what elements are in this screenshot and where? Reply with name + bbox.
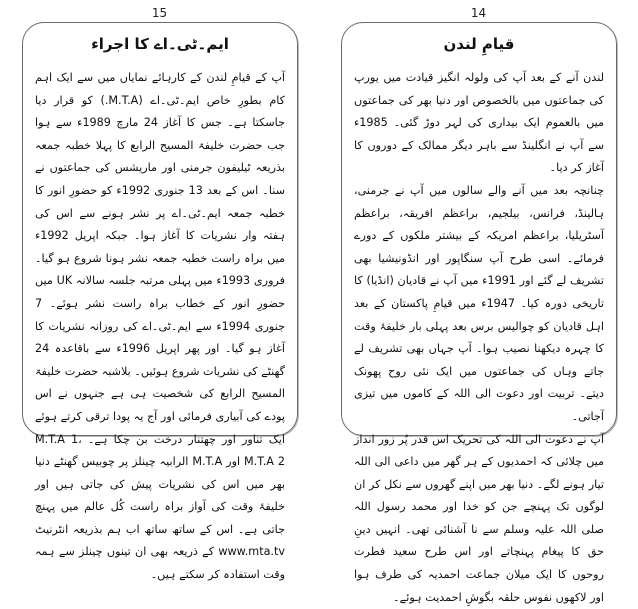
section-body	[35, 67, 285, 587]
page-frame	[22, 22, 298, 436]
section-title: قیامِ لندن	[342, 35, 616, 53]
paragraph: آپ کے قیامِ لندن کے کارہائے نمایاں میں سے ایک اہم کام بطورِ خاص ایم۔ٹی۔اے (M.T.A.) کو قرار دیا جاسکتا ہے۔ جس کا آغاز 24 مارچ 1989ء سے ہوا جب حضرت خلیفۃ المسیح الرابع کا پہلا خطبہ جمعہ بذریعہ ٹیلیفون جرمنی اور ماریشس کی جماعتوں نے سنا۔ اس کے بعد 13 جنوری 1992ء کو حضورِ انور کا خطبہ جمعہ ایم۔ٹی۔اے پر نشر ہونے سے اس کی ہفتہ وار نشریات کا آغاز ہوا۔ جبکہ اپریل 1992ء میں براہ راست خطبہ جمعہ نشر ہونا شروع ہو گیا۔ فروری 1993ء میں پہلی مرتبہ جلسہ سالانہ UK میں حضورِ انور کے خطاب براہ راست نشر ہوئے۔ 7 جنوری 1994ء سے ایم۔ٹی۔اے کی روزانہ نشریات کا آغاز ہو گیا۔ اور پھر اپریل 1996ء سے باقاعدہ 24 گھنٹے کی نشریات شروع ہوئیں۔ بلاشبہ حضرت خلیفۃ المسیح الرابع کی شخصیت ہی ہے جنہوں نے اس پودے کی آبیاری فرمائی اور آج یہ پودا ترقی کرتے ہوئے ایک تناور اور چھتنار درخت بن چکا ہے۔ M.T.A 1، M.T.A 2 اور M.T.A الرابیہ چینلز پر چوبیس گھنٹے دنیا بھر میں اس کی نشریات پیش کی جاتی ہیں اور خلیفۂ وقت کی آواز براہ راست کُل عالم میں پہنچ جاتی ہے۔ اس کے ساتھ ساتھ اب ہم بذریعہ انٹرنیٹ www.mta.tv کے ذریعہ بھی ان تینوں چینلز سے ہمہ وقت استفادہ کر سکتے ہیں۔	[35, 67, 285, 587]
right-page	[319, 0, 638, 452]
page-number: 14	[319, 6, 638, 20]
paragraph: آپ نے دعوت الی اللہ کی تحریک اس قدر پُر زور انداز میں چلائی کہ احمدیوں کے ہر گھر میں داعی الی اللہ تیار ہونے لگے۔ دنیا بھر میں اپنے گھروں سے نکل کر ان لوگوں تک پہنچے جن کو خدا اور محمد رسول اللہ صلی اللہ علیہ وسلم سے نا آشنائی تھی۔ انہیں دینِ حق کا پیغام پہنچاتے اور اس طرح سعید فطرت روحوں کا ایک میلان جماعت احمدیہ کی طرف ہوا اور لاکھوں نفوس حلقہ بگوشِ احمدیت ہوئے۔	[354, 429, 604, 609]
section-title: ایم۔ٹی۔اے کا اجراء	[23, 35, 297, 53]
section-body	[354, 67, 604, 609]
paragraph: لندن آنے کے بعد آپ کی ولولہ انگیز قیادت میں یورپ کی جماعتوں میں بالخصوص اور دنیا بھر کی جماعتوں میں بالعموم ایک بیداری کی لہر دوڑ گئی۔ 1985ء سے آپ نے انگلینڈ سے باہر دیگر ممالک کے دوروں کا آغاز کر دیا۔	[354, 67, 604, 180]
page-number: 15	[0, 6, 319, 20]
left-page	[0, 0, 319, 452]
page-frame	[341, 22, 617, 436]
paragraph: چنانچہ بعد میں آنے والے سالوں میں آپ نے جرمنی، ہالینڈ، فرانس، بیلجیم، براعظم افریقہ، براعظم آسٹریلیا، براعظم امریکہ کے بیشتر ملکوں کے دورے فرمائے۔ اسی طرح آپ سنگاپور اور انڈونیشیا بھی تشریف لے گئے اور 1991ء میں آپ نے قادیان (انڈیا) کا تاریخی دورہ کیا۔ 1947ء میں قیامِ پاکستان کے بعد اہل قادیان کو چوالیس برس بعد پہلی بار خلیفۂ وقت کا چہرہ دیکھنا نصیب ہوا۔ آپ جہاں بھی تشریف لے جاتے وہاں کی جماعتوں میں ایک نئی روح پھونک دیتے۔ تربیت اور دعوت الی اللہ کے کاموں میں تیزی آجاتی۔	[354, 180, 604, 429]
